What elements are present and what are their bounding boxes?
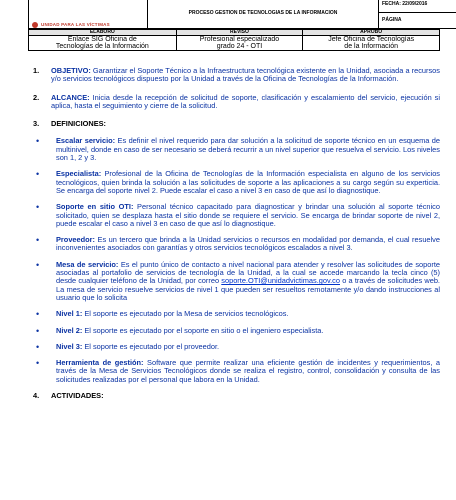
definition-nivel-3: • Nivel 3: El soporte es ejecutado por el proveedor.: [36, 341, 220, 352]
section-title: ACTIVIDADES:: [51, 391, 104, 401]
section-text: OBJETIVO: Garantizar el Soporte Técnico a la Infraestructura tecnológica existente en la Unidad, asociada a recursos y/o servicios tecnológicos dispuesto por la Unidad a través de la Oficina de Tecnologías de la Información.: [51, 66, 440, 84]
logo-cell: [29, 0, 148, 29]
bullet-icon: •: [36, 358, 40, 369]
document-header: [28, 0, 456, 29]
section-definiciones: [33, 120, 440, 128]
bullet-icon: •: [36, 325, 40, 336]
bullet-icon: •: [36, 136, 40, 147]
definition-escalar-servicio: • Escalar servicio: Es definir el nivel requerido para dar solución a la solicitud de soporte técnico en un esquema de multinivel, donde en caso de ser necesario se deberá recurrir a un nivel superior que resuelva el servicio. Los niveles son 1, 2 y 3.: [36, 136, 440, 163]
logo-icon: [32, 22, 38, 28]
process-title: PROCESO GESTION DE TECNOLOGIAS DE LA INFORMACION: [148, 0, 379, 29]
definition-soporte-sitio: • Soporte en sitio OTI: Personal técnico capacitado para diagnosticar y brindar una solución al soporte técnico solicitado, quien se desplaza hasta el sitio donde se requiere el servicio. Se encarga de brindar soporte de nivel 2, puede escalar el caso a nivel 3 en caso de que así lo diagnostique.: [36, 202, 440, 228]
signature-table: [28, 29, 440, 51]
support-email-link[interactable]: soporte.OTI@unidadvictimas.gov.co: [221, 276, 340, 286]
definition-nivel-2: • Nivel 2: El soporte es ejecutado por el soporte en sitio o el ingeniero especialista.: [36, 325, 324, 336]
definition-nivel-1: • Nivel 1: El soporte es ejecutado por la Mesa de servicios tecnológicos.: [36, 309, 289, 320]
section-number: 4.: [33, 391, 40, 401]
definition-herramienta-gestion: • Herramienta de gestión: Software que permite realizar una eficiente gestión de incidentes y requerimientos, a través de la Mesa de Servicios Tecnológicos donde se realiza el registro, control, consolidación y consulta de las solicitudes realizadas por el personal que labora en la Unidad.: [36, 358, 440, 384]
section-number: 1.: [33, 66, 40, 75]
bullet-icon: •: [36, 235, 40, 246]
elaboro-cell: Enlace SIG Oficina de Tecnologías de la Información: [29, 36, 177, 51]
section-text: ALCANCE: Inicia desde la recepción de solicitud de soporte, clasificación y escalamiento del servicio, ejecución si aplica, hasta el seguimiento y cierre de la solicitud.: [51, 92, 440, 110]
bullet-icon: •: [36, 169, 40, 180]
elaboro-header: ELABORO: [29, 30, 177, 36]
reviso-header: REVISO: [176, 30, 303, 36]
section-title: DEFINICIONES:: [51, 119, 107, 129]
bullet-icon: •: [36, 341, 40, 352]
reviso-cell: Profesional especializado grado 24 - OTI: [176, 36, 303, 51]
aprobo-header: APROBO: [303, 30, 440, 36]
definition-proveedor: • Proveedor: Es un tercero que brinda a la Unidad servicios o recursos en modalidad por demanda, el cual resuelve inconvenientes asociados con garantías y otros servicios tecnológicos escalados a nivel 3.: [36, 235, 440, 253]
definition-especialista: • Especialista: Profesional de la Oficina de Tecnologías de la Información especialista en alguno de los servicios tecnológicos, quien brinda la solución a las solicitudes de soporte a las aplicaciones a su cargo según su experticia. Se encarga del soporte nivel 2. Puede escalar el caso a nivel 3 en caso de que así lo diagnostique.: [36, 169, 440, 195]
date-cell: [379, 0, 456, 13]
logo-text: UNIDAD PARA LAS VÍCTIMAS: [41, 22, 110, 27]
bullet-icon: •: [36, 259, 40, 270]
aprobo-cell: Jefe Oficina de Tecnologías de la Información: [303, 36, 440, 51]
bullet-icon: •: [36, 309, 40, 320]
section-objetivo: [33, 67, 440, 84]
date-label: FECHA: 22/09/2016: [382, 1, 428, 7]
page-cell: [379, 13, 456, 29]
section-number: 2.: [33, 92, 40, 102]
section-number: 3.: [33, 119, 40, 129]
document-body: [33, 67, 440, 400]
bullet-icon: •: [36, 202, 40, 213]
section-alcance: [33, 94, 440, 111]
page-label: PÁGINA: [382, 17, 402, 23]
definition-mesa-servicio: • Mesa de servicio: Es el punto único de contacto a nivel nacional para atender y resolver las solicitudes de soporte asociadas al portafolio de servicios de tecnología de la Unidad, a la cual se accede marcando la tecla cinco (5) desde cualquier teléfono de la Unidad, por correo soporte.OTI@unidadvictimas.gov.co o a través de solicitudes web. La mesa de servicio resuelve servicios de nivel 1 que pueden ser resueltos remotamente y/o dando instrucciones al usuario que lo solicita: [36, 259, 440, 302]
section-actividades: [33, 392, 440, 400]
